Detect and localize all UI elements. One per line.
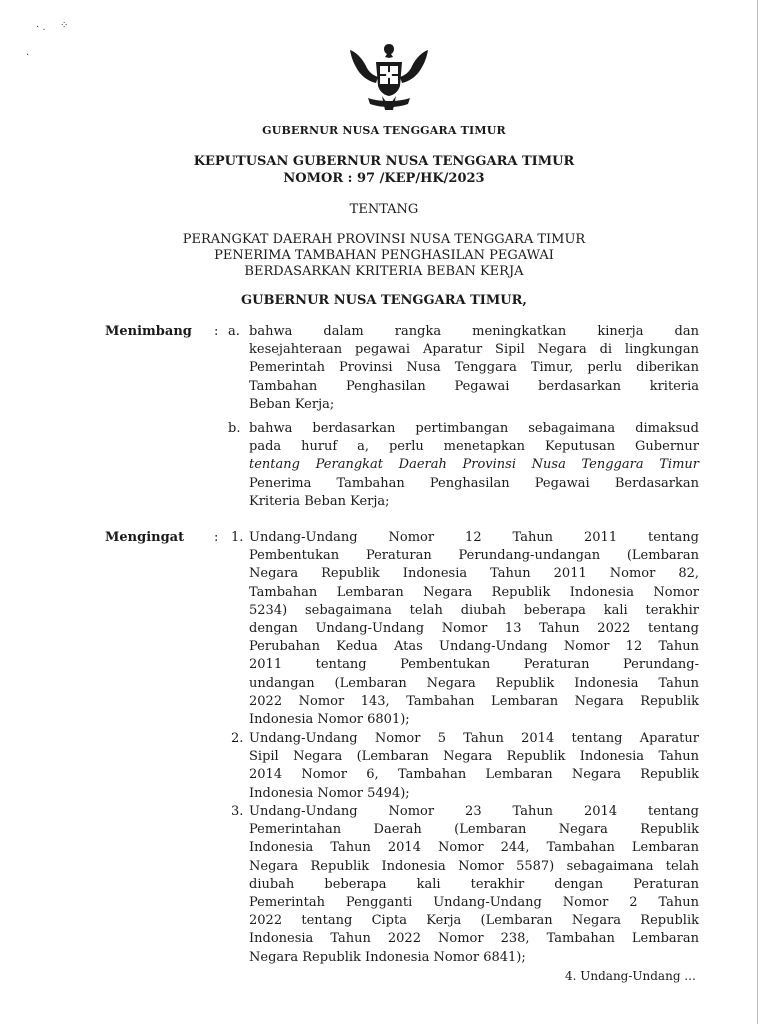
text-line: bahwa berdasarkan pertimbangan sebagaimana dimaksud bbox=[249, 421, 699, 436]
garuda-emblem-icon bbox=[346, 40, 432, 116]
text-line: 2011 tentang Pembentukan Peraturan Perundang- bbox=[249, 657, 699, 673]
subject-line: PENERIMA TAMBAHAN PENGHASILAN PEGAWAI bbox=[214, 248, 554, 263]
consideration-b bbox=[249, 420, 699, 511]
consideration-a bbox=[249, 323, 699, 414]
text-line: Negara Republik Indonesia Tahun 2011 Nomor 82, bbox=[249, 566, 699, 582]
scan-speck: ⁘ bbox=[60, 20, 69, 31]
scan-speck: · bbox=[26, 50, 30, 61]
legal-basis-2 bbox=[249, 730, 699, 803]
text-line: dengan Undang-Undang Nomor 13 Tahun 2022 tentang bbox=[249, 621, 699, 637]
text-line: diubah beberapa kali terakhir dengan Peraturan bbox=[249, 876, 699, 892]
text-line: Pemerintahan Daerah (Lembaran Negara Republik bbox=[249, 822, 699, 838]
text-line: tentang Perangkat Daerah Provinsi Nusa Tenggara Timur bbox=[249, 457, 699, 473]
text-line: 5234) sebagaimana telah diubah beberapa kali terakhir bbox=[249, 602, 699, 618]
text-line: Indonesia Tahun 2014 Nomor 244, Tambahan Lembaran bbox=[249, 840, 699, 856]
issuing-office: GUBERNUR NUSA TENGGARA TIMUR bbox=[262, 124, 506, 137]
text-line: bahwa dalam rangka meningkatkan kinerja dan bbox=[249, 324, 699, 339]
text-line: Kriteria Beban Kerja; bbox=[249, 493, 390, 509]
text-line: Pemerintah Provinsi Nusa Tenggara Timur, perlu diberikan bbox=[249, 360, 699, 376]
item-marker: a. bbox=[228, 324, 240, 339]
text-line: Indonesia Nomor 6801); bbox=[249, 712, 410, 728]
text-line: Tambahan Lembaran Negara Republik Indonesia Nomor bbox=[249, 584, 699, 600]
text-line: Undang-Undang Nomor 23 Tahun 2014 tentang bbox=[249, 804, 699, 819]
text-line: Undang-Undang Nomor 12 Tahun 2011 tentang bbox=[249, 530, 699, 545]
text-line: 2022 tentang Cipta Kerja (Lembaran Negara Republik bbox=[249, 913, 699, 929]
menimbang-label: Menimbang bbox=[105, 324, 192, 339]
text-line: pada huruf a, perlu menetapkan Keputusan Gubernur bbox=[249, 439, 699, 455]
scan-edge bbox=[757, 0, 758, 1024]
subject-line: PERANGKAT DAERAH PROVINSI NUSA TENGGARA TIMUR bbox=[182, 232, 586, 247]
text-line: Tambahan Penghasilan Pegawai berdasarkan kriteria bbox=[249, 378, 699, 394]
text-line: Negara Republik Indonesia Nomor 6841); bbox=[249, 949, 526, 965]
text-line: Pemerintah Pengganti Undang-Undang Nomor 2 Tahun bbox=[249, 895, 699, 911]
menimbang-colon: : bbox=[214, 324, 219, 339]
text-line: undangan (Lembaran Negara Republik Indonesia Tahun bbox=[249, 675, 699, 691]
text-line: 2022 Nomor 143, Tambahan Lembaran Negara Republik bbox=[249, 693, 699, 709]
legal-basis-1 bbox=[249, 529, 699, 729]
mengingat-colon: : bbox=[214, 530, 219, 545]
item-marker: b. bbox=[228, 421, 241, 436]
item-marker: 3. bbox=[231, 804, 244, 819]
decree-number: NOMOR : 97 /KEP/HK/2023 bbox=[283, 171, 485, 186]
scan-speck: · . bbox=[36, 22, 46, 33]
item-marker: 2. bbox=[231, 731, 244, 746]
about-heading: TENTANG bbox=[349, 202, 419, 217]
item-marker: 1. bbox=[231, 530, 244, 545]
mengingat-label: Mengingat bbox=[105, 530, 185, 545]
text-line: Indonesia Tahun 2022 Nomor 238, Tambahan Lembaran bbox=[249, 931, 699, 947]
text-line: Indonesia Nomor 5494); bbox=[249, 785, 410, 801]
text-line: 2014 Nomor 6, Tambahan Lembaran Negara Republik bbox=[249, 767, 699, 783]
text-line: Perubahan Kedua Atas Undang-Undang Nomor 12 Tahun bbox=[249, 639, 699, 655]
text-line: Negara Republik Indonesia Nomor 5587) sebagaimana telah bbox=[249, 858, 699, 874]
text-line: Pembentukan Peraturan Perundang-undangan (Lembaran bbox=[249, 548, 699, 564]
subject-line: BERDASARKAN KRITERIA BEBAN KERJA bbox=[244, 264, 524, 279]
legal-basis-3 bbox=[249, 803, 699, 967]
decree-title: KEPUTUSAN GUBERNUR NUSA TENGGARA TIMUR bbox=[193, 154, 575, 169]
text-line: Penerima Tambahan Penghasilan Pegawai Berdasarkan bbox=[249, 475, 699, 491]
issuer-heading: GUBERNUR NUSA TENGGARA TIMUR, bbox=[241, 293, 527, 308]
text-line: Undang-Undang Nomor 5 Tahun 2014 tentang Aparatur bbox=[249, 731, 699, 746]
text-line: kesejahteraan pegawai Aparatur Sipil Negara di lingkungan bbox=[249, 342, 699, 358]
text-line: Beban Kerja; bbox=[249, 396, 335, 412]
next-page-continuation: 4. Undang-Undang ... bbox=[565, 969, 696, 983]
text-line: Sipil Negara (Lembaran Negara Republik Indonesia Tahun bbox=[249, 749, 699, 765]
